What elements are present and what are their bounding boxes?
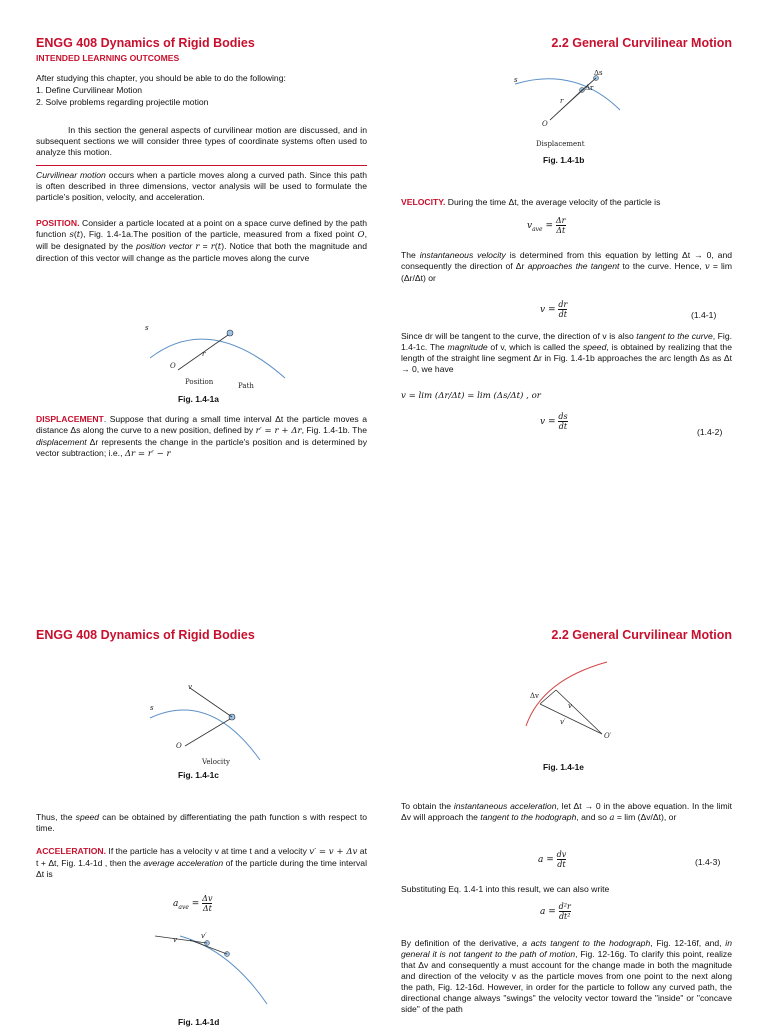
acceleration-paragraph: ACCELERATION. If the particle has a velocity v at time t and a velocity v′ = v + Δv at t + Δt, Fig. 1.4-1d , then the average acceleration of the particle during the time interval Δt is xyxy=(36,846,367,879)
fig-1b-label: Displacement xyxy=(536,140,585,148)
svg-text:s: s xyxy=(145,324,149,332)
svg-text:Δv: Δv xyxy=(530,692,540,700)
figure-1-4-1a xyxy=(140,318,290,390)
displacement-label: DISPLACEMENT xyxy=(36,414,104,424)
curvilinear-definition: Curvilinear motion occurs when a particle moves along a curved path. Since this path is often described in three dimensions, vector analysis will be used to formulate the particle's position, velocity, and acceleration. xyxy=(36,170,367,202)
svg-text:Δr: Δr xyxy=(585,84,594,92)
course-title-page2: ENGG 408 Dynamics of Rigid Bodies xyxy=(36,628,255,642)
eq-1-4-2: v = $\frac{ds}{dt}$ xyxy=(540,412,568,431)
inst-accel-paragraph: To obtain the instantaneous acceleration, let Δt → 0 in the above equation. In the limit Δv will approach the tangent to the hodograph, and so a = lim (Δv/Δt), or xyxy=(401,801,732,823)
figure-1-4-1c xyxy=(140,680,270,770)
velocity-label: VELOCITY. xyxy=(401,197,446,207)
position-label: POSITION. xyxy=(36,218,80,228)
svg-text:O: O xyxy=(176,742,182,750)
fig-1a-label-path: Path xyxy=(238,382,254,390)
svg-text:s: s xyxy=(514,76,518,84)
outcome-2: 2. Solve problems regarding projectile motion xyxy=(36,97,209,107)
course-title: ENGG 408 Dynamics of Rigid Bodies xyxy=(36,36,255,50)
acceleration-label: ACCELERATION. xyxy=(36,846,107,856)
outcomes-heading: INTENDED LEARNING OUTCOMES xyxy=(36,53,180,63)
section-divider xyxy=(36,165,367,166)
substituting-text: Substituting Eq. 1.4-1 into this result, we can also write xyxy=(401,884,610,894)
displacement-paragraph: DISPLACEMENT. Suppose that during a small time interval Δt the particle moves a distance Δs along the curve to a new position, defined by r′ = r + Δr, Fig. 1.4-1b. The displacement Δr represents the change in the particle's position and is determined by vector subtraction; i.e., Δr = r′ − r xyxy=(36,414,367,459)
position-paragraph: POSITION. Consider a particle located at a point on a space curve defined by the path function s(t), Fig. 1.4-1a.The position of the particle, measured from a fixed point O, will be designated by the position vector r = r(t). Notice that both the magnitude and direction of this vector will change as the particle moves along the curve xyxy=(36,218,367,263)
since-paragraph: Since dr will be tangent to the curve, the direction of v is also tangent to the curve, Fig. 1.4-1c. The magnitude of v, which is called the speed, is obtained by realizing that the length of the straight line segment Δr in Fig. 1.4-1b approaches the arc length Δs as Δt → 0, we have xyxy=(401,331,732,374)
inst-velocity-paragraph: The instantaneous velocity is determined from this equation by letting Δt → 0, and consequently the direction of Δr approaches the tangent to the curve. Hence, v = lim (Δr/Δt) or xyxy=(401,250,733,283)
svg-text:O: O xyxy=(542,120,548,128)
fig-1e-caption: Fig. 1.4-1e xyxy=(543,762,584,772)
svg-text:v: v xyxy=(173,936,177,944)
fig-1b-caption: Fig. 1.4-1b xyxy=(543,155,585,165)
svg-text:v′: v′ xyxy=(201,932,207,940)
svg-text:O: O xyxy=(170,362,176,370)
speed-paragraph: Thus, the speed can be obtained by differentiating the path function s with respect to time. xyxy=(36,812,368,833)
velocity-paragraph: VELOCITY. During the time Δt, the average velocity of the particle is xyxy=(401,197,661,207)
definition-paragraph: By definition of the derivative, a acts tangent to the hodograph, Fig. 12-16f, and, in general it is not tangent to the path of motion, Fig. 12-16g. To clarify this point, realize that Δv and consequently a must account for the change made in both the magnitude and direction of the velocity v as the particle moves from one point to the next along the path, Fig. 12-16d. However, in order for the particle to follow any curved path, the directional change always "swings" the velocity vector toward the "inside" or "concave side" of the path xyxy=(401,938,732,1014)
outcomes-intro: After studying this chapter, you should be able to do the following: xyxy=(36,73,286,83)
eq-vave: $v_{ave}$ = $\frac{\Delta r}{\Delta t}$ xyxy=(527,216,566,235)
eq-1-4-1-number: (1.4-1) xyxy=(691,310,717,320)
eq-1-4-2-number: (1.4-2) xyxy=(697,427,723,437)
svg-text:v: v xyxy=(188,683,192,691)
svg-text:s: s xyxy=(150,704,154,712)
curvilinear-term: Curvilinear motion xyxy=(36,170,106,180)
figure-1-4-1e xyxy=(522,650,642,750)
section-title: 2.2 General Curvilinear Motion xyxy=(551,36,732,50)
fig-1c-label: Velocity xyxy=(202,758,230,766)
svg-text:v: v xyxy=(568,702,572,710)
intro-paragraph: In this section the general aspects of curvilinear motion are discussed, and in subsequent sections we will consider three types of coordinate systems often used to analyze this motion. xyxy=(36,125,367,157)
svg-text:r: r xyxy=(202,350,206,358)
eq-second-derivative: a = $\frac{\text{d²r}}{\text{dt²}}$ xyxy=(540,902,571,921)
svg-text:O′: O′ xyxy=(604,732,612,740)
limit-expression: v = lim (Δr/Δt) = lim (Δs/Δt) , or xyxy=(401,391,541,401)
fig-1d-caption: Fig. 1.4-1d xyxy=(178,1017,220,1027)
fig-1c-caption: Fig. 1.4-1c xyxy=(178,770,219,780)
svg-text:v′: v′ xyxy=(560,718,566,726)
figure-1-4-1d xyxy=(145,930,275,1010)
outcome-1: 1. Define Curvilinear Motion xyxy=(36,85,143,95)
eq-1-4-1: v = $\frac{dr}{dt}$ xyxy=(540,300,568,319)
figure-1-4-1b xyxy=(510,70,630,150)
svg-text:r: r xyxy=(560,97,564,105)
svg-text:Δs: Δs xyxy=(594,70,603,77)
eq-1-4-3-number: (1.4-3) xyxy=(695,857,721,867)
eq-1-4-3: a = $\frac{dv}{dt}$ xyxy=(538,850,567,869)
fig-1a-label-position: Position xyxy=(185,378,214,386)
fig-1a-caption: Fig. 1.4-1a xyxy=(178,394,219,404)
section-title-page2: 2.2 General Curvilinear Motion xyxy=(551,628,732,642)
eq-aave: $a_{ave}$ = $\frac{\Delta v}{\Delta t}$ xyxy=(173,894,213,913)
